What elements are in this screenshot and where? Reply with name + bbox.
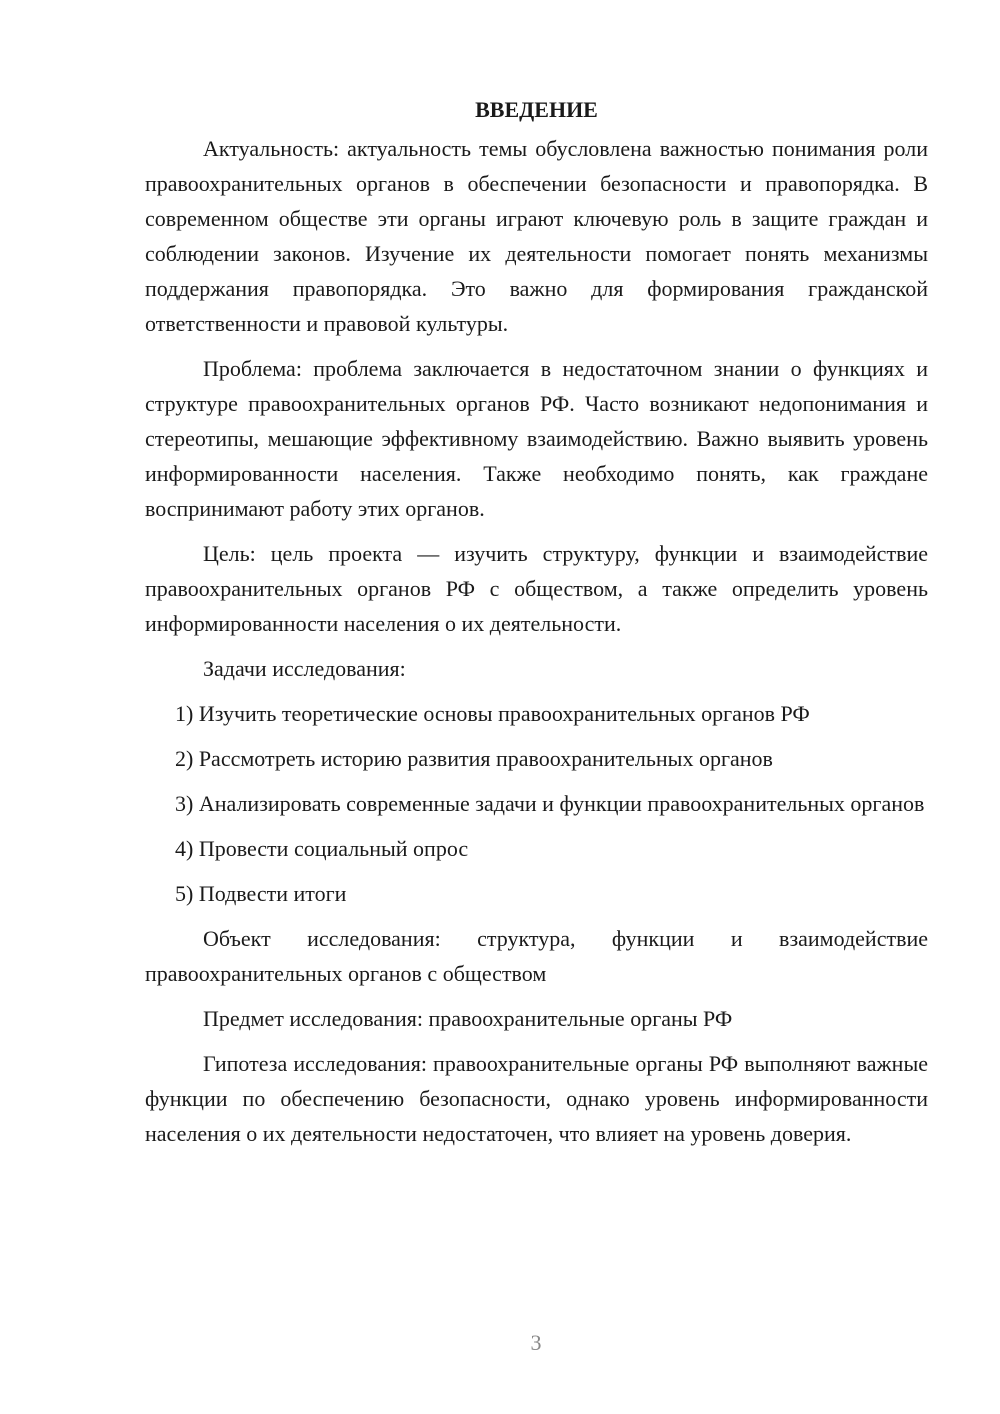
document-page	[145, 92, 928, 1161]
list-item-task-5: 5) Подвести итоги	[175, 881, 347, 906]
paragraph-object: Объект исследования: структура, функции и взаимодействие правоохранительных органов с обществом	[145, 926, 928, 986]
paragraph-problem: Проблема: проблема заключается в недостаточном знании о функциях и структуре правоохранительных органов РФ. Часто возникают недопонимания и стереотипы, мешающие эффективному взаимодействию. Важно выявить уровень информированности населения. Также необходимо понять, как граждане воспринимают работу этих органов.	[145, 356, 928, 521]
paragraph-relevance: Актуальность: актуальность темы обусловлена важностью понимания роли правоохранительных органов в обеспечении безопасности и правопорядка. В современном обществе эти органы играют ключевую роль в защите граждан и соблюдении законов. Изучение их деятельности помогает понять механизмы поддержания правопорядка. Это важно для формирования гражданской ответственности и правовой культуры.	[145, 136, 928, 336]
paragraph-goal: Цель: цель проекта — изучить структуру, функции и взаимодействие правоохранительных органов РФ с обществом, а также определить уровень информированности населения о их деятельности.	[145, 541, 928, 636]
paragraph-subject: Предмет исследования: правоохранительные органы РФ	[203, 1006, 733, 1031]
list-item-task-3: 3) Анализировать современные задачи и функции правоохранительных органов	[175, 791, 925, 816]
page-number: 3	[530, 1330, 542, 1355]
paragraph-hypothesis: Гипотеза исследования: правоохранительные органы РФ выполняют важные функции по обеспечению безопасности, однако уровень информированности населения о их деятельности недостаточен, что влияет на уровень доверия.	[145, 1051, 928, 1146]
paragraph-tasks-intro: Задачи исследования:	[203, 656, 406, 681]
list-item-task-2: 2) Рассмотреть историю развития правоохранительных органов	[175, 746, 773, 771]
list-item-task-4: 4) Провести социальный опрос	[175, 836, 469, 861]
list-item-task-1: 1) Изучить теоретические основы правоохранительных органов РФ	[175, 701, 810, 726]
page-title: ВВЕДЕНИЕ	[475, 97, 598, 122]
task-list	[145, 696, 928, 911]
